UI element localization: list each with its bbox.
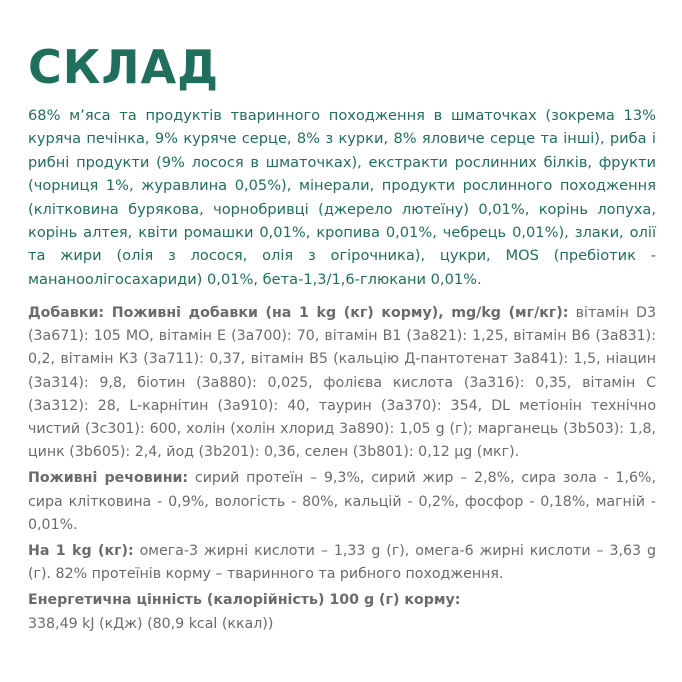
nutrients-text: сирий протеїн – 9,3%, сирий жир – 2,8%, сира зола - 1,6%, сира клітковина - 0,9%, вологість - 80%, кальцій - 0,2%, фосфор - 0,18%, магній - 0,01%. (28, 470, 656, 533)
per-kg-paragraph (28, 540, 656, 586)
per-kg-text: омега-3 жирні кислоти – 1,33 g (г), омега-6 жирні кислоти – 3,63 g (г). 82% протеїнів корму – тваринного та рибного походження. (28, 543, 656, 583)
details-section (28, 302, 656, 636)
composition-paragraph: 68% м’яса та продуктів тваринного походження в шматочках (зокрема 13% куряча печінка, 9% куряче серце, 8% з курки, 8% яловиче серце та інші), риба і рибні продукти (9% лосося в шматочках), екстракти рослинних білків, фрукти (чорниця 1%, журавлина 0,05%), мінерали, продукти рослинного походження (клітковина бурякова, чорнобривці (джерело лютеїну) 0,01%, корінь лопуха, корінь алтея, квіти ромашки 0,01%, кропива 0,01%, чебрець 0,01%), злаки, олії та жири (олія з лосося, олія з огірочника), цукри, MOS (пребіотик - мананоолігосахариди) 0,01%, бета-1,3/1,6-глюкани 0,01%. (28, 107, 656, 288)
nutrients-label: Поживні речовини: (28, 470, 189, 487)
energy-text: 338,49 kJ (кДж) (80,9 kcal (ккал)) (28, 615, 274, 632)
nutrients-paragraph (28, 467, 656, 537)
energy-label: Енергетична цінність (калорійність) 100 g (г) корму: (28, 592, 461, 609)
per-kg-label: На 1 kg (кг): (28, 543, 134, 560)
additives-paragraph (28, 302, 656, 464)
additives-text: вітамін D3 (3a671): 105 МО, вітамін Е (3a700): 70, вітамін В1 (3a821): 1,25, вітамін В6 (3a831): 0,2, вітамін К3 (3a711): 0,37, вітамін В5 (кальцію Д-пантотенат 3a841): 1,5, ніацин (3a314): 9,8, біотин (3a880): 0,025, фолієва кислота (3a316): 0,35, вітамін С (3a312): 28, L-карнітин (3a910): 40, таурин (3a370): 354, DL метіонін технічно чистий (3c301): 600, холін (холін хлорид 3a890): 1,05 g (г); марганець (3b503): 1,8, цинк (3b605): 2,4, йод (3b201): 0,36, селен (3b801): 0,12 μg (мкг). (28, 305, 656, 461)
page-title: СКЛАД (28, 40, 220, 94)
energy-paragraph (28, 589, 656, 635)
additives-label: Добавки: Поживні добавки (на 1 kg (кг) корму), mg/kg (мг/кг): (28, 305, 569, 321)
